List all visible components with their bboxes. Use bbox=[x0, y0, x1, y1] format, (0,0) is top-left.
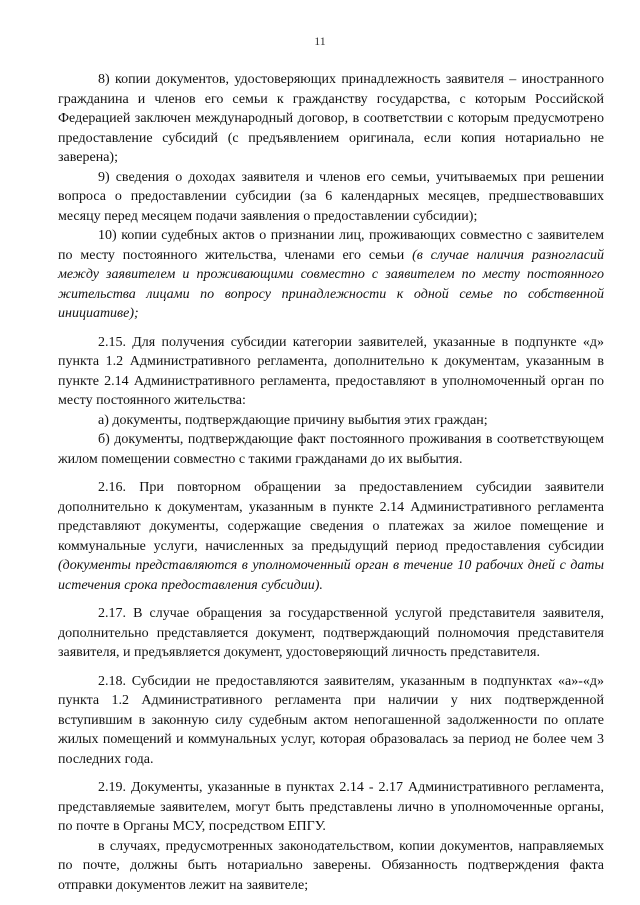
clause-2-17-paragraph: 2.17. В случае обращения за государственной услугой представителя заявителя, дополнительно представляется документ, подтверждающий полномочия представителя заявителя, и предъявляется документ, удостоверяющий личность представителя. bbox=[58, 606, 604, 660]
item-9-paragraph: 9) сведения о доходах заявителя и членов его семьи, учитываемых при решении вопроса о предоставлении субсидии (за 6 календарных месяцев, предшествовавших месяцу перед месяцем подачи заявления о предоставлении субсидии); bbox=[58, 169, 604, 224]
clause-2-19-paragraph: 2.19. Документы, указанные в пунктах 2.14 - 2.17 Административного регламента, представляемые заявителем, могут быть представлены лично в уполномоченные органы, по почте в Органы МСУ, посредством ЕПГУ. bbox=[58, 780, 604, 834]
item-10-paragraph: 10) копии судебных актов о признании лиц, проживающих совместно с заявителем по месту постоянного жительства, членами его семьи (в случае наличия разногласий между заявителем и проживающими совместно с заявителем по месту постоянного жительства лицами по вопросу принадлежности к одной семье по собственной инициативе); bbox=[58, 228, 604, 321]
clause-2-15-b-paragraph: б) документы, подтверждающие факт постоянного проживания в соответствующем жилом помещении совместно с такими гражданами до их выбытия. bbox=[58, 432, 604, 467]
clause-2-16-note: (документы представляются в уполномоченный орган в течение 10 рабочих дней с даты истечения срока предоставления субсидии). bbox=[58, 558, 604, 593]
clause-2-16-paragraph: 2.16. При повторном обращении за предоставлением субсидии заявители дополнительно к документам, указанным в пункте 2.14 Административного регламента представляют документы, содержащие сведения о платежах за жилое помещение и коммунальные услуги, начисленных за предыдущий период предоставления субсидии (документы представляются в уполномоченный орган в течение 10 рабочих дней с даты истечения срока предоставления субсидии). bbox=[58, 480, 604, 593]
clause-2-19-continuation-paragraph: в случаях, предусмотренных законодательством, копии документов, направляемых по почте, должны быть нотариально заверены. Обязанность подтверждения факта отправки документов лежит на заявителе; bbox=[58, 838, 604, 893]
item-8-paragraph: 8) копии документов, удостоверяющих принадлежность заявителя – иностранного гражданина и членов его семьи к гражданству государства, с которым Российской Федерацией заключен международный договор, в соответствии с которым предусмотрено предоставление субсидий (с предъявлением оригинала, если копия нотариально не заверена); bbox=[58, 72, 604, 165]
page-number: 11 bbox=[314, 34, 326, 48]
clause-2-15-a-paragraph: а) документы, подтверждающие причину выбытия этих граждан; bbox=[98, 412, 488, 428]
clause-2-18-paragraph: 2.18. Субсидии не предоставляются заявителям, указанным в подпунктах «а»-«д» пункта 1.2 Административного регламента при наличии у них подтвержденной вступившим в законную силу судебным актом непогашенной задолженности по оплате жилых помещений и коммунальных услуг, которая образовалась за период не более чем 3 последних года. bbox=[58, 673, 604, 767]
item-10-note: (в случае наличия разногласий между заявителем и проживающими совместно с заявителем по месту постоянного жительства лицами по вопросу принадлежности к одной семье по собственной инициативе); bbox=[58, 247, 604, 321]
document-body bbox=[58, 70, 604, 895]
clause-2-15-paragraph: 2.15. Для получения субсидии категории заявителей, указанные в подпункте «д» пункта 1.2 Административного регламента, дополнительно к документам, указанным в пункте 2.14 Административного регламента, предоставляют в уполномоченный орган по месту постоянного жительства: bbox=[58, 334, 604, 408]
